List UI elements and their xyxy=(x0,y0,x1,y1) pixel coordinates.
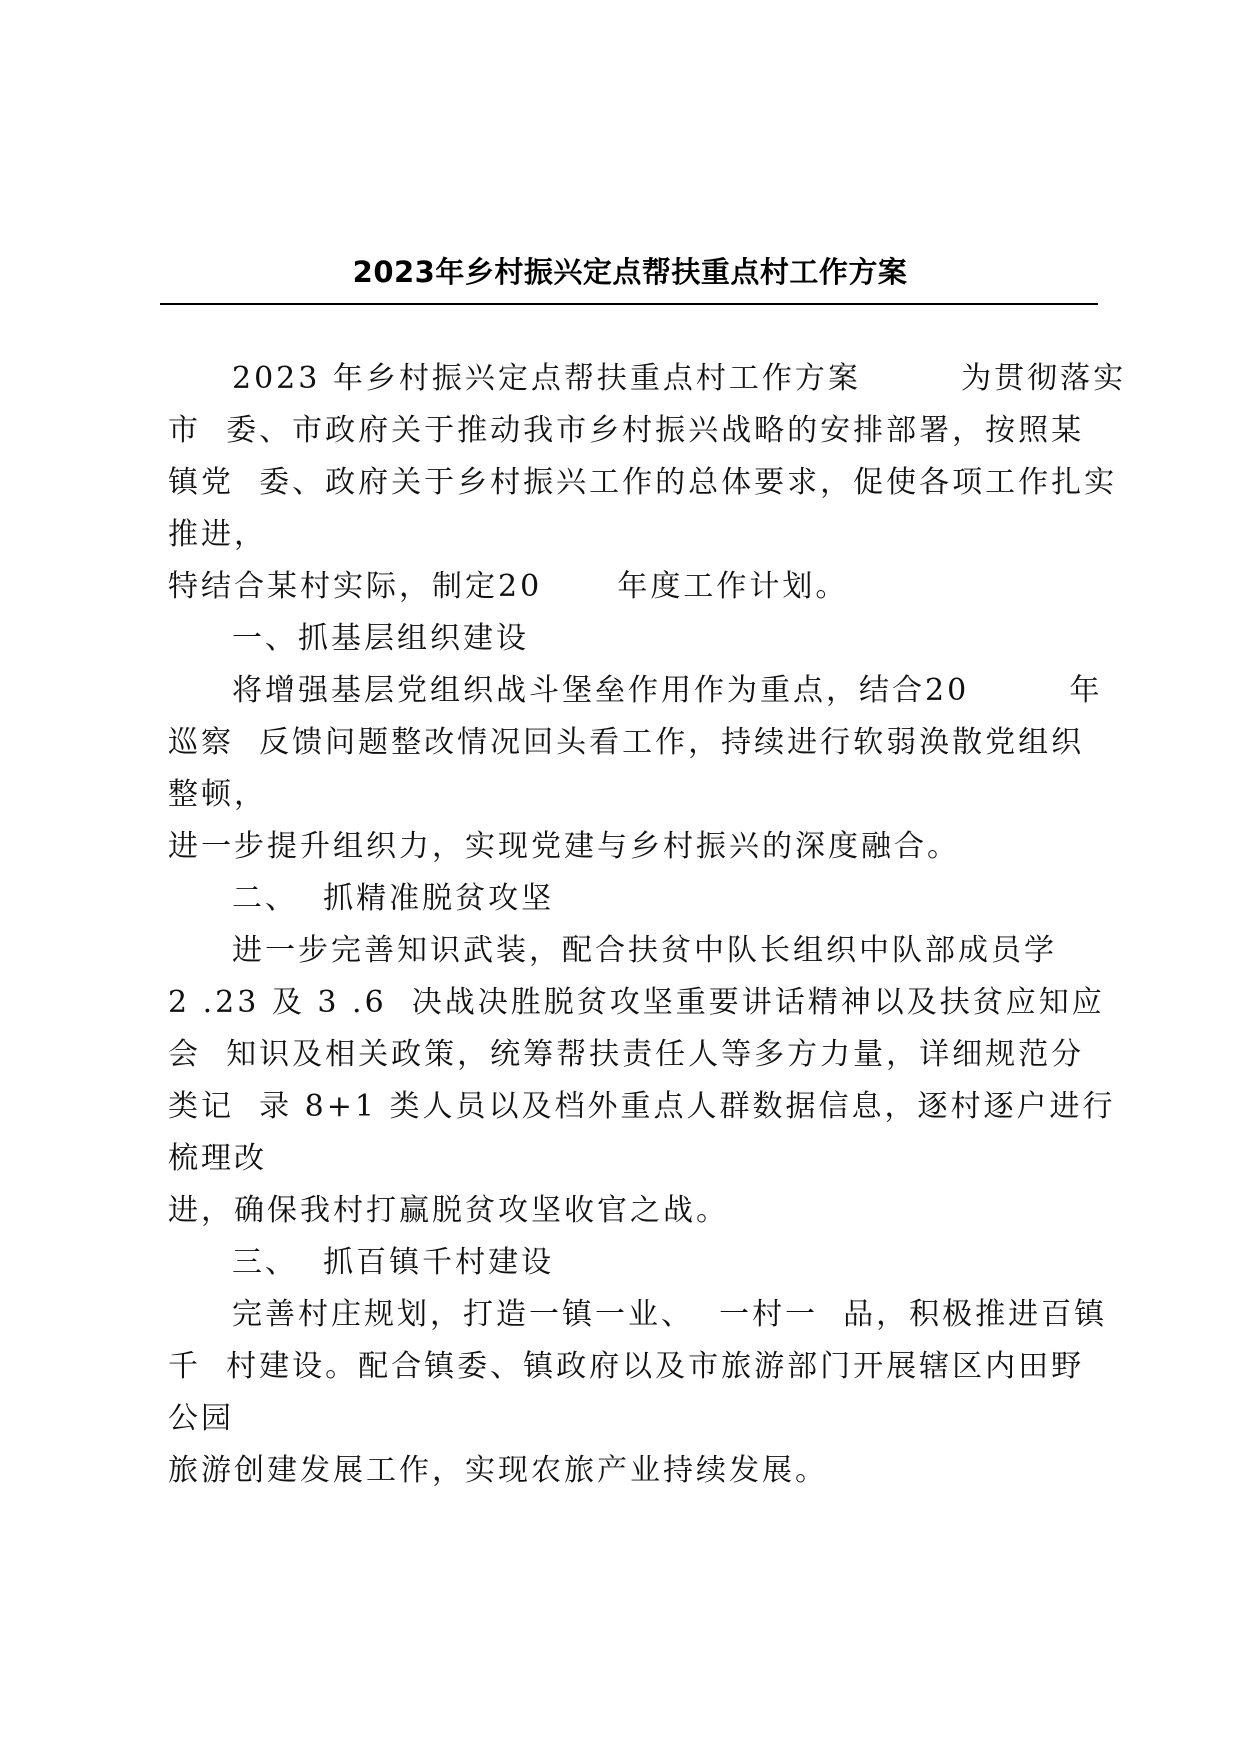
body-line: 进，确保我村打赢脱贫攻坚收官之战。 xyxy=(168,1193,729,1228)
body-line: 进一步提升组织力，实现党建与乡村振兴的深度融合。 xyxy=(168,829,960,864)
section-heading: 二、 抓精准脱贫攻坚 xyxy=(232,881,555,916)
document-title: 2023年乡村振兴定点帮扶重点村工作方案 xyxy=(352,255,908,289)
body-line: 公园 xyxy=(168,1401,234,1436)
section-heading: 一、抓基层组织建设 xyxy=(232,621,529,656)
body-line: 将增强基层党组织战斗堡垒作用作为重点，结合20 年 xyxy=(232,673,1103,708)
body-line: 特结合某村实际，制定20 年度工作计划。 xyxy=(168,569,849,604)
body-line: 推进， xyxy=(168,517,267,552)
body-line: 巡察 反馈问题整改情况回头看工作，持续进行软弱涣散党组织 xyxy=(168,725,1085,760)
body-line: 整顿， xyxy=(168,777,267,812)
body-line: 梳理改 xyxy=(168,1141,267,1176)
title-underline xyxy=(160,303,1098,305)
body-line: 千 村建设。配合镇委、镇政府以及市旅游部门开展辖区内田野 xyxy=(168,1349,1085,1384)
body-line: 会 知识及相关政策，统筹帮扶责任人等多方力量，详细规范分 xyxy=(168,1037,1085,1072)
body-line: 类记 录 8+1 类人员以及档外重点人群数据信息，逐村逐户进行 xyxy=(168,1089,1116,1124)
body-line: 完善村庄规划，打造一镇一业、 一村一 品，积极推进百镇 xyxy=(232,1297,1108,1332)
body-line: 旅游创建发展工作，实现农旅产业持续发展。 xyxy=(168,1453,828,1488)
body-line: 市 委、市政府关于推动我市乡村振兴战略的安排部署，按照某 xyxy=(168,413,1085,448)
body-line: 镇党 委、政府关于乡村振兴工作的总体要求，促使各项工作扎实 xyxy=(168,465,1118,500)
body-line: 进一步完善知识武装，配合扶贫中队长组织中队部成员学 xyxy=(232,933,1057,968)
body-line: 2023 年乡村振兴定点帮扶重点村工作方案 为贯彻落实 xyxy=(232,361,1127,396)
body-line: 2 .23 及 3 .6 决战决胜脱贫攻坚重要讲话精神以及扶贫应知应 xyxy=(168,985,1105,1020)
section-heading: 三、 抓百镇千村建设 xyxy=(232,1245,555,1280)
